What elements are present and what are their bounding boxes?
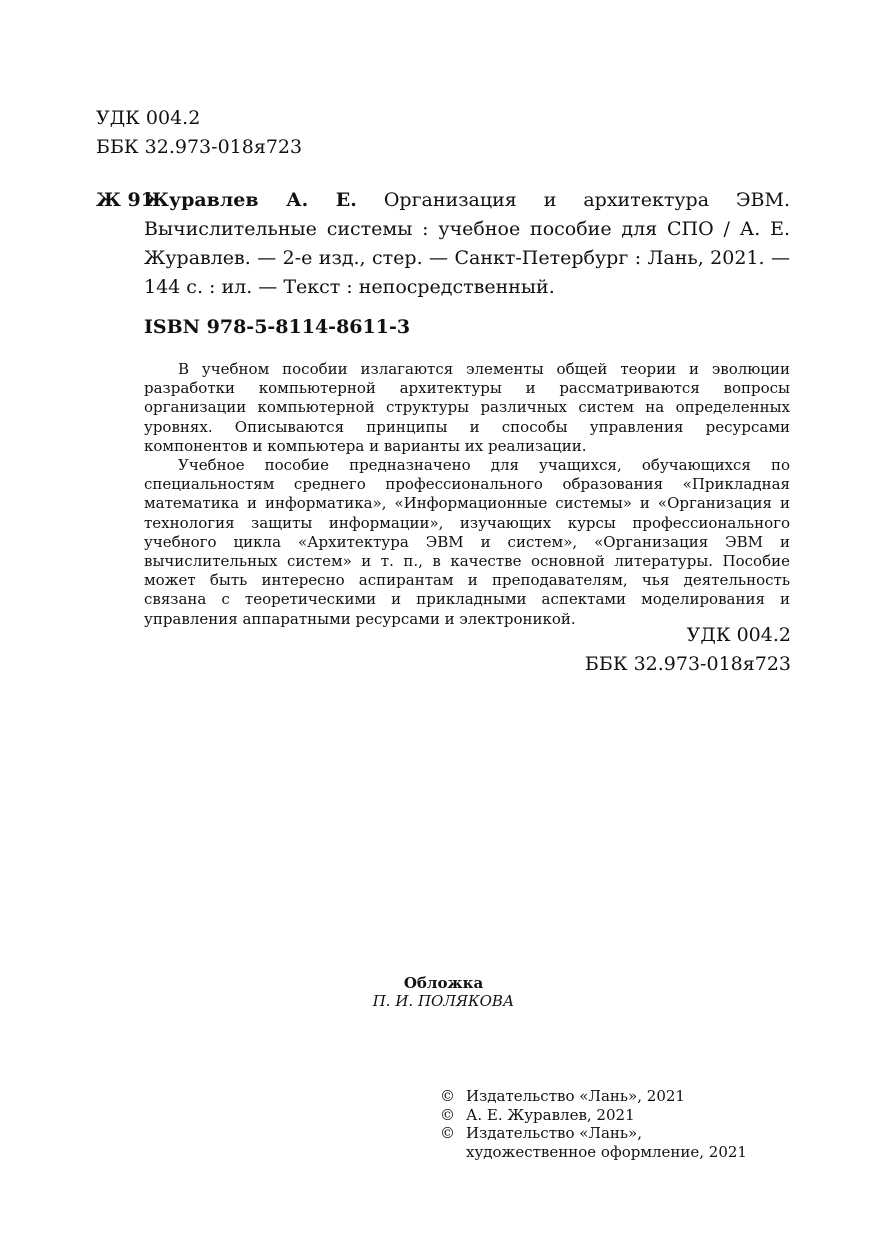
copyright-block [440,1087,747,1161]
classification-top [96,104,302,162]
classification-bottom [585,621,791,679]
copyright-line [440,1106,747,1125]
cover-credit [0,974,875,1010]
copyright-line [440,1087,747,1106]
copyright-continuation: художественное оформление, 2021 [466,1142,747,1161]
isbn: ISBN 978-5-8114-8611-3 [144,316,411,338]
author-mark: Ж 91 [96,189,154,211]
bibliographic-description [144,186,790,302]
copyright-icon: © [440,1124,455,1142]
book-description: Организация и архитектура ЭВМ. Вычислительные системы : учебное пособие для СПО / А. Е. Журавлев. — 2-е изд., стер. — Санкт-Петербург : Лань, 2021. — 144 с. : ил. — Текст : непосредственный. [144,189,790,298]
abstract [144,360,790,629]
copyright-icon: © [440,1105,455,1124]
cover-designer: П. И. ПОЛЯКОВА [372,992,515,1010]
copyright-text: А. Е. Журавлев, 2021 [466,1105,635,1124]
abstract-paragraph: Учебное пособие предназначено для учащихся, обучающихся по специальностям среднего профессионального образования «Прикладная математика и информатика», «Информационные системы» и «Организация и технология защиты информации», изучающих курсы профессионального учебного цикла «Архитектура ЭВМ и систем», «Организация ЭВМ и вычислительных систем» и т. п., в качестве основной литературы. Пособие может быть интересно аспирантам и преподавателям, чья деятельность связана с теоретическими и прикладными аспектами моделирования и управления аппаратными ресурсами и электроникой. [144,456,790,628]
copyright-text: Издательство «Лань», 2021 [466,1087,685,1105]
cover-label: Обложка [403,974,484,992]
author-name: Журавлев А. Е. [144,189,357,211]
bbk-code: ББК 32.973-018я723 [584,653,791,675]
bibliographic-entry [96,186,790,302]
copyright-icon: © [440,1087,455,1105]
udk-code: УДК 004.2 [686,624,791,646]
copyright-text: Издательство «Лань», [466,1124,643,1142]
abstract-paragraph: В учебном пособии излагаются элементы общей теории и эволюции разработки компьютерной архитектуры и рассматриваются вопросы организации компьютерной структуры различных систем на определенных уровнях. Описываются принципы и способы управления ресурсами компонентов и компьютера и варианты их реализации. [144,360,790,455]
copyright-line [440,1124,747,1143]
bbk-code: ББК 32.973-018я723 [96,136,303,158]
udk-code: УДК 004.2 [96,107,201,129]
